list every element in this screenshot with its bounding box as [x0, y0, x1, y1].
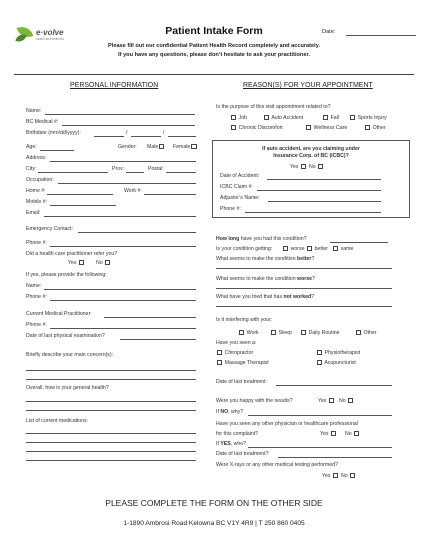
- checkbox-icon[interactable]: [333, 246, 338, 251]
- checkbox-icon[interactable]: [329, 398, 334, 403]
- checkbox-icon[interactable]: [239, 330, 244, 335]
- medications-label: List of current medications:: [26, 418, 88, 424]
- acupuncturist-label: Acupuncturist: [324, 360, 356, 366]
- practitioner-phone-field[interactable]: [50, 328, 196, 329]
- prov-field[interactable]: [126, 172, 144, 173]
- interfere-work-option[interactable]: [238, 330, 259, 336]
- main-concern-label: Briefly describe your main concern(s):: [26, 352, 114, 358]
- better-question: [216, 256, 314, 262]
- birthdate-label: Birthdate (mm/dd/yyyy):: [26, 130, 81, 136]
- emergency-contact-field[interactable]: [78, 232, 196, 233]
- divider: [14, 74, 414, 75]
- last-treatment2-label: Date of last treatment?: [216, 451, 269, 457]
- birth-year-field[interactable]: [168, 136, 196, 137]
- tried-bold: not worked: [283, 294, 312, 300]
- checkbox-icon[interactable]: [264, 115, 269, 120]
- icbc-question-1: If auto accident, are you claiming under: [262, 146, 360, 152]
- checkbox-icon[interactable]: [231, 115, 236, 120]
- worse-label: worse: [290, 246, 305, 252]
- accident-date-label: Date of Accident:: [220, 173, 260, 179]
- better-label: better: [314, 246, 328, 252]
- age-field[interactable]: [40, 150, 74, 151]
- checkbox-icon[interactable]: [301, 330, 306, 335]
- name-label: Name:: [26, 108, 42, 114]
- acupuncturist-option[interactable]: [316, 360, 356, 366]
- how-long-rest: have you had this condition?: [239, 236, 307, 242]
- email-field[interactable]: [44, 216, 196, 217]
- yes-label: Yes: [290, 164, 299, 170]
- occupation-field[interactable]: [58, 183, 196, 184]
- work-label: Work: [246, 330, 259, 336]
- better-q-bold: better: [297, 256, 312, 262]
- checkbox-icon[interactable]: [348, 398, 353, 403]
- yes-label: Yes: [68, 260, 77, 266]
- adjustor-phone-field[interactable]: [245, 212, 381, 213]
- footer-address: 1-1890 Ambrosi Road Kelowna BC V1Y 4R9 | T 250 860 0405: [123, 520, 305, 527]
- checkbox-icon[interactable]: [323, 115, 328, 120]
- bc-medical-field[interactable]: [62, 125, 195, 126]
- gender-label: Gender:: [118, 144, 137, 150]
- logo-wordmark: e·volve: [36, 28, 64, 37]
- no-label: No: [309, 164, 316, 170]
- referral-no-option[interactable]: [96, 260, 111, 266]
- interfering-question: Is it interfering with your:: [216, 317, 273, 323]
- checkbox-icon[interactable]: [105, 260, 110, 265]
- wellness-label: Wellness Care: [313, 125, 348, 131]
- if-yes-pre: If: [216, 441, 221, 447]
- referral-phone-label: Phone #:: [26, 294, 47, 300]
- city-label: City:: [26, 166, 37, 172]
- interfere-sleep-option[interactable]: [270, 330, 292, 336]
- checkbox-icon[interactable]: [301, 164, 306, 169]
- medications-field[interactable]: [26, 460, 196, 461]
- tried-post: ?: [311, 294, 315, 300]
- checkbox-icon[interactable]: [350, 115, 355, 120]
- checkbox-icon[interactable]: [333, 473, 338, 478]
- mobile-label: Mobile #:: [26, 199, 48, 205]
- address-label: Address:: [26, 155, 47, 161]
- happy-no-option[interactable]: [339, 398, 354, 404]
- emergency-phone-label: Phone #:: [26, 240, 47, 246]
- referral-question: Did a health care practitioner refer you?: [26, 251, 118, 257]
- checkbox-icon[interactable]: [306, 125, 311, 130]
- other-professional-question-1: Have you seen any other physician or healthcare professional: [216, 421, 358, 427]
- adjustor-phone-label: Phone #:: [220, 206, 241, 212]
- practitioner-phone-label: Phone #:: [26, 322, 47, 328]
- female-label: Female: [173, 144, 191, 150]
- sports-injury-label: Sports Injury: [357, 115, 387, 121]
- home-phone-label: Home #:: [26, 188, 46, 194]
- worse-q-post: ?: [312, 276, 315, 282]
- checkbox-icon[interactable]: [354, 431, 359, 436]
- date-slash: /: [126, 130, 128, 136]
- sleep-label: Sleep: [278, 330, 292, 336]
- referral-name-field[interactable]: [44, 289, 196, 290]
- checkbox-icon[interactable]: [159, 144, 164, 149]
- icbc-claim-field[interactable]: [257, 190, 381, 191]
- auto-accident-label: Auto Accident: [271, 115, 304, 121]
- checkbox-icon[interactable]: [350, 473, 355, 478]
- happy-question: Were you happy with the results?: [216, 398, 293, 404]
- same-option[interactable]: [332, 246, 353, 252]
- how-long-field[interactable]: [330, 242, 388, 243]
- checkbox-icon[interactable]: [217, 350, 222, 355]
- icbc-yes-option[interactable]: [290, 164, 307, 170]
- main-concern-field[interactable]: [26, 379, 196, 380]
- daily-routine-label: Daily Routine: [308, 330, 340, 336]
- postal-label: Postal:: [148, 166, 164, 172]
- postal-field[interactable]: [166, 172, 196, 173]
- not-worked-question: [216, 294, 314, 300]
- birth-month-field[interactable]: [94, 136, 124, 137]
- emergency-contact-label: Emergency Contact:: [26, 226, 73, 232]
- if-yes-post: , who?: [230, 441, 247, 447]
- date-field[interactable]: [346, 35, 416, 36]
- physiotherapist-option[interactable]: [316, 350, 360, 356]
- xray-yes-option[interactable]: [322, 473, 339, 479]
- bc-medical-label: BC Medical #:: [26, 119, 59, 125]
- if-yes-who-label: [216, 441, 246, 447]
- home-phone-field[interactable]: [47, 194, 113, 195]
- interfere-routine-option[interactable]: [300, 330, 340, 336]
- purpose-job-option[interactable]: [230, 115, 247, 121]
- no-label: No: [341, 473, 348, 479]
- worse-q-bold: worse: [297, 276, 313, 282]
- physiotherapist-label: Physiotherapist: [324, 350, 361, 356]
- worse-question: [216, 276, 315, 282]
- no-label: No: [345, 431, 352, 437]
- checkbox-icon[interactable]: [356, 330, 361, 335]
- purpose-auto-option[interactable]: [263, 115, 303, 121]
- mobile-field[interactable]: [50, 205, 116, 206]
- xray-question: Were X-rays or any other medical testing performed?: [216, 462, 338, 468]
- checkbox-icon[interactable]: [331, 431, 336, 436]
- referral-yes-option[interactable]: [68, 260, 85, 266]
- other-prof-no-option[interactable]: [345, 431, 360, 437]
- condition-getting-label: Is your condition getting:: [216, 246, 273, 252]
- gender-female-option[interactable]: [173, 144, 198, 150]
- how-long-question: [216, 236, 307, 242]
- other-prof-yes-option[interactable]: [320, 431, 337, 437]
- yes-label: Yes: [322, 473, 331, 479]
- form-title: Patient Intake Form: [165, 25, 263, 37]
- occupation-label: Occupation:: [26, 177, 54, 183]
- purpose-other-option[interactable]: [364, 125, 386, 131]
- fall-label: Fall: [330, 115, 339, 121]
- footer-note: PLEASE COMPLETE THE FORM ON THE OTHER SIDE: [105, 498, 323, 508]
- last-treatment-label: Date of last treatment:: [216, 379, 268, 385]
- checkbox-icon[interactable]: [318, 164, 323, 169]
- email-label: Email:: [26, 210, 41, 216]
- last-treatment-field[interactable]: [276, 385, 392, 386]
- if-yes-provide-label: If yes, please provide the following:: [26, 272, 107, 278]
- date-label: Date:: [322, 29, 336, 35]
- job-label: Job: [238, 115, 248, 121]
- name-field[interactable]: [45, 114, 195, 115]
- massage-option[interactable]: [216, 360, 269, 366]
- medications-field[interactable]: [26, 442, 196, 443]
- checkbox-icon[interactable]: [283, 246, 288, 251]
- last-exam-label: Date of last physical examination?: [26, 333, 105, 339]
- last-treatment2-field[interactable]: [278, 457, 392, 458]
- checkbox-icon[interactable]: [231, 125, 236, 130]
- last-exam-field[interactable]: [120, 339, 196, 340]
- personal-info-heading: PERSONAL INFORMATION: [70, 82, 159, 89]
- medications-field[interactable]: [26, 451, 196, 452]
- if-no-why-label: [216, 409, 243, 415]
- if-no-pre: If: [216, 409, 221, 415]
- chronic-label: Chronic Discomfort: [238, 125, 283, 131]
- referral-name-label: Name:: [26, 283, 42, 289]
- other-label: Other: [363, 330, 377, 336]
- how-long-bold: How long: [216, 236, 240, 242]
- purpose-question: Is the purpose of this visit appointment related to?: [216, 104, 331, 110]
- same-label: same: [340, 246, 354, 252]
- intro-line-1: Please fill out our confidential Patient Health Record completely and accurately.: [108, 43, 320, 49]
- checkbox-icon[interactable]: [317, 360, 322, 365]
- checkbox-icon[interactable]: [217, 360, 222, 365]
- worse-option[interactable]: [282, 246, 304, 252]
- tried-pre: What have you tried that has: [216, 294, 284, 300]
- emergency-phone-field[interactable]: [50, 246, 196, 247]
- overall-health-label: Overall, how is your general health?: [26, 385, 109, 391]
- worse-field[interactable]: [216, 288, 392, 289]
- medications-field[interactable]: [26, 433, 196, 434]
- interfere-other-option[interactable]: [355, 330, 377, 336]
- checkbox-icon[interactable]: [317, 350, 322, 355]
- xray-no-option[interactable]: [341, 473, 356, 479]
- overall-health-field[interactable]: [26, 401, 196, 402]
- checkbox-icon[interactable]: [271, 330, 276, 335]
- purpose-fall-option[interactable]: [322, 115, 339, 121]
- if-no-post: , why?: [228, 409, 244, 415]
- icbc-claim-label: ICBC Claim #:: [220, 184, 253, 190]
- overall-health-field[interactable]: [26, 410, 196, 411]
- checkbox-icon[interactable]: [191, 144, 196, 149]
- happy-yes-option[interactable]: [318, 398, 335, 404]
- chiropractor-option[interactable]: [216, 350, 253, 356]
- if-no-why-field[interactable]: [248, 415, 392, 416]
- purpose-wellness-option[interactable]: [305, 125, 347, 131]
- accident-date-field[interactable]: [267, 179, 381, 180]
- other-label: Other: [372, 125, 386, 131]
- logo-tagline: health and wellness: [36, 37, 64, 41]
- current-practitioner-field[interactable]: [104, 317, 196, 318]
- work-phone-field[interactable]: [144, 194, 196, 195]
- if-yes-who-field[interactable]: [248, 447, 392, 448]
- no-label: No: [96, 260, 103, 266]
- if-yes-bold: YES: [220, 441, 231, 447]
- worse-q-pre: What seems to make the condition: [216, 276, 298, 282]
- no-label: No: [339, 398, 346, 404]
- adjustor-field[interactable]: [268, 201, 381, 202]
- yes-label: Yes: [318, 398, 327, 404]
- prov-label: Prov:: [112, 166, 125, 172]
- checkbox-icon[interactable]: [307, 246, 312, 251]
- other-professional-question-2: for this complaint?: [216, 431, 259, 437]
- main-concern-field[interactable]: [26, 370, 196, 371]
- yes-label: Yes: [320, 431, 329, 437]
- checkbox-icon[interactable]: [365, 125, 370, 130]
- intro-line-2: If you have any questions, please don’t hesitate to ask your practitioner.: [118, 52, 310, 58]
- if-no-bold: NO: [220, 409, 229, 415]
- better-field[interactable]: [216, 268, 392, 269]
- city-field[interactable]: [38, 172, 108, 173]
- better-q-pre: What seems to make the condition: [216, 256, 298, 262]
- gender-male-option[interactable]: [147, 144, 165, 150]
- age-label: Age:: [26, 144, 37, 150]
- better-option[interactable]: [306, 246, 328, 252]
- work-phone-label: Work #:: [124, 188, 142, 194]
- current-practitioner-label: Current Medical Practitioner:: [26, 311, 92, 317]
- date-slash: /: [163, 130, 165, 136]
- checkbox-icon[interactable]: [79, 260, 84, 265]
- better-q-post: ?: [311, 256, 315, 262]
- seen-a-label: Have you seen a:: [216, 340, 257, 346]
- icbc-no-option[interactable]: [309, 164, 324, 170]
- icbc-question-2: Insurance Corp. of BC (ICBC)?: [273, 153, 349, 159]
- reasons-heading: REASON(S) FOR YOUR APPOINTMENT: [243, 82, 373, 89]
- birth-day-field[interactable]: [131, 136, 161, 137]
- not-worked-field[interactable]: [216, 306, 392, 307]
- purpose-chronic-option[interactable]: [230, 125, 283, 131]
- chiropractor-label: Chiropractor: [224, 350, 254, 356]
- address-field[interactable]: [50, 161, 196, 162]
- referral-phone-field[interactable]: [50, 300, 196, 301]
- purpose-sports-option[interactable]: [349, 115, 387, 121]
- male-label: Male: [147, 144, 159, 150]
- massage-label: Massage Therapist: [224, 360, 269, 366]
- adjustor-label: Adjustor’s Name:: [220, 195, 260, 201]
